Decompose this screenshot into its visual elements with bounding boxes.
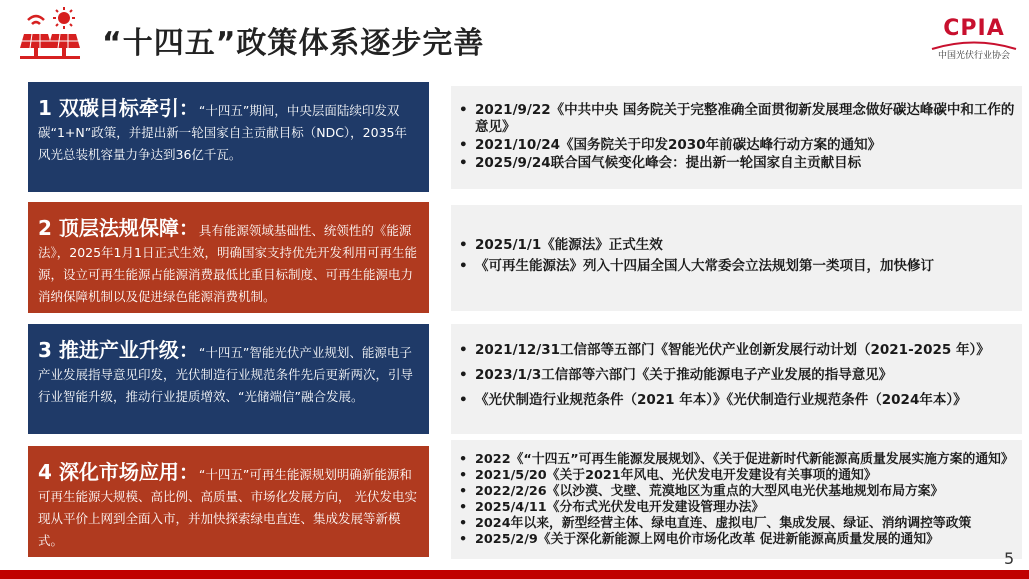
section-4-summary	[28, 446, 429, 557]
section-1-summary	[28, 82, 429, 192]
footer-bar	[0, 570, 1029, 579]
slide-header	[0, 0, 1029, 70]
section-heading: 2 顶层法规保障：	[38, 216, 199, 240]
section-heading: 3 推进产业升级：	[38, 338, 199, 362]
policy-item: • 2023/1/3工信部等六部门《关于推动能源电子产业发展的指导意见》	[471, 367, 1016, 384]
section-2-summary	[28, 202, 429, 313]
policy-item: • 2024年以来，新型经营主体、绿电直连、虚拟电厂、集成发展、绿证、消纳调控等政策	[471, 516, 1016, 532]
section-text: “十四五”可再生能源规划明确新能源和可再生能源大规模、高比例、高质量、市场化发展方向， 光伏发电实现从平价上网到全面入市，并加快探索绿电直连、集成发展等新模式。	[38, 467, 417, 548]
policy-item: • 2025/1/1《能源法》正式生效	[471, 237, 1016, 254]
section-heading: 1 双碳目标牵引：	[38, 96, 199, 120]
policy-item: • 2025/4/11《分布式光伏发电开发建设管理办法》	[471, 500, 1016, 516]
cpia-logo-text: CPIA	[943, 16, 1005, 41]
section-1-policies	[451, 86, 1022, 189]
policy-item: • 《可再生能源法》列入十四届全国人大常委会立法规划第一类项目，加快修订	[471, 258, 1016, 275]
section-text: “十四五”智能光伏产业规划、能源电子产业发展指导意见印发，光伏制造行业规范条件先后更新两次，引导行业智能升级，推动行业提质增效、“光储端信”融合发展。	[38, 345, 414, 404]
policy-item: • 2021/10/24《国务院关于印发2030年前碳达峰行动方案的通知》	[471, 137, 1016, 154]
policy-item: • 2025/9/24联合国气候变化峰会：提出新一轮国家自主贡献目标	[471, 155, 1016, 172]
policy-item: • 2022《“十四五”可再生能源发展规划》、《关于促进新时代新能源高质量发展实施方案的通知》	[471, 452, 1016, 468]
section-3-policies	[451, 324, 1022, 434]
page-number: 5	[1004, 549, 1015, 568]
section-heading: 4 深化市场应用：	[38, 460, 199, 484]
policy-item: • 2025/2/9《关于深化新能源上网电价市场化改革 促进新能源高质量发展的通知》	[471, 532, 1016, 548]
section-text: 具有能源领域基础性、统领性的《能源法》，2025年1月1日正式生效，明确国家支持优先开发利用可再生能源，设立可再生能源占能源消费最低比重目标制度、可再生能源电力消纳保障机制以及促进绿色能源消费机制。	[38, 223, 417, 304]
policy-item: • 《光伏制造行业规范条件（2021 年本）》《光伏制造行业规范条件（2024年本）》	[471, 392, 1016, 409]
solar-panel-sun-icon	[18, 6, 82, 60]
cpia-logo-subtitle: 中国光伏行业协会	[937, 51, 1010, 61]
policy-item: • 2022/2/26《以沙漠、戈壁、荒漠地区为重点的大型风电光伏基地规划布局方案》	[471, 484, 1016, 500]
policy-item: • 2021/5/20《关于2021年风电、光伏发电开发建设有关事项的通知》	[471, 468, 1016, 484]
page-title: “十四五”政策体系逐步完善	[102, 26, 485, 61]
policy-item: • 2021/12/31工信部等五部门《智能光伏产业创新发展行动计划（2021-2025 年）》	[471, 342, 1016, 359]
policy-item: • 2021/9/22《中共中央 国务院关于完整准确全面贯彻新发展理念做好碳达峰碳中和工作的意见》	[471, 102, 1016, 136]
section-4-policies	[451, 440, 1022, 559]
section-text: “十四五”期间，中央层面陆续印发双碳“1+N”政策，并提出新一轮国家自主贡献目标（NDC），2035年风光总装机容量力争达到36亿千瓦。	[38, 103, 407, 162]
section-3-summary	[28, 324, 429, 434]
section-2-policies	[451, 205, 1022, 311]
cpia-logo	[928, 6, 1020, 62]
